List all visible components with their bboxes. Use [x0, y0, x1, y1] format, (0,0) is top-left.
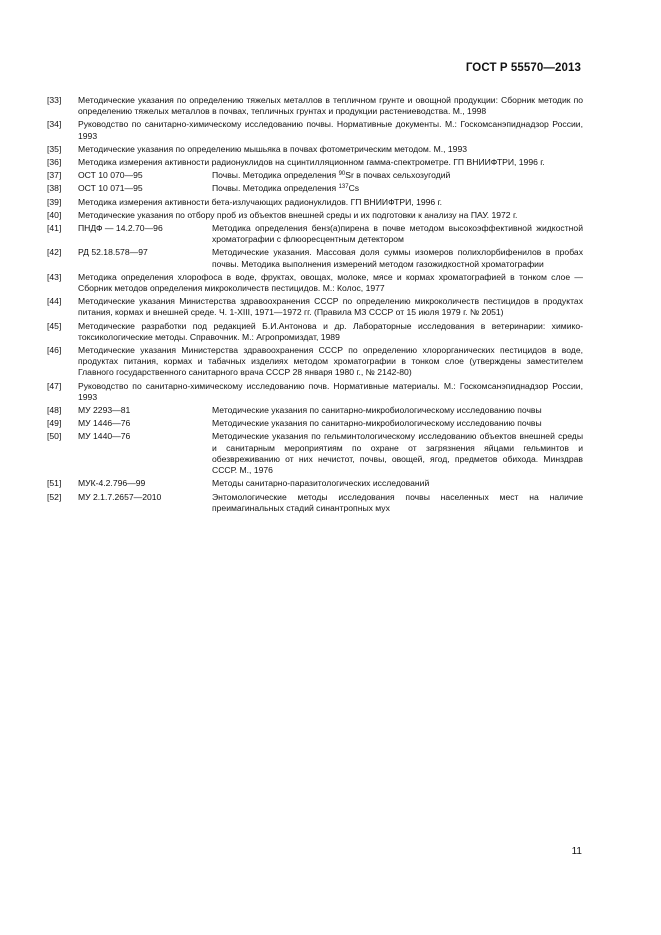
reference-item	[47, 345, 583, 379]
reference-item	[47, 170, 583, 181]
reference-text: Методические разработки под редакцией Б.И.Антонова и др. Лабораторные исследования в ветеринарии: химико-токсикологические методы. Справочник. М.: Агропромиздат, 1989	[78, 320, 583, 342]
reference-number: [39]	[47, 196, 62, 207]
reference-number: [52]	[47, 491, 62, 502]
reference-number: [36]	[47, 157, 62, 168]
isotope-mass-number: 137	[338, 184, 349, 191]
reference-body	[78, 418, 583, 429]
reference-number: [40]	[47, 209, 62, 220]
reference-text: Методика измерения активности радионуклидов на сцинтилляционном гамма-спектрометре. ГП ВНИИФТРИ, 1996 г.	[78, 157, 545, 168]
reference-item	[47, 478, 583, 489]
reference-list	[47, 95, 583, 516]
reference-text: Руководство по санитарно-химическому исследованию почв. Нормативные материалы. М.: Госкомсанэпиднадзор России, 1993	[78, 380, 583, 402]
reference-code: МУ 2293—81	[78, 405, 131, 416]
reference-text: Методические указания по определению мышьяка в почвах фотометрическим методом. М., 1993	[78, 143, 468, 154]
description-text: Sr в почвах сельхозугодий	[345, 170, 451, 181]
reference-number: [50]	[47, 431, 62, 442]
reference-code: МУ 1440—76	[78, 431, 131, 442]
reference-item	[47, 321, 583, 343]
reference-description: Методические указания по гельминтологическому исследованию объектов внешней среды и санитарным мероприятиям по охране от загрязнения яйцами гельминтов и обезвреживанию от них нечистот, почвы, овощей, ягод, предметов обихода. Минздрав СССР. М., 1976	[212, 431, 583, 476]
reference-code: МУ 1446—76	[78, 418, 131, 429]
reference-number: [46]	[47, 345, 62, 356]
reference-description: Методы санитарно-паразитологических исследований	[212, 478, 430, 489]
reference-body	[78, 183, 583, 194]
reference-number: [44]	[47, 296, 62, 307]
reference-number: [35]	[47, 143, 62, 154]
reference-body	[78, 223, 583, 245]
reference-item	[47, 223, 583, 245]
reference-number: [42]	[47, 247, 62, 258]
reference-text: Методика определения хлорофоса в воде, фруктах, овощах, молоке, мясе и кормах хроматографией в тонком слое — Сборник методов определения микроколичеств пестицидов. М.: Колос, 1977	[78, 271, 583, 294]
reference-item	[47, 381, 583, 403]
reference-description	[212, 170, 583, 181]
reference-text: Методические указания по отбору проб из объектов внешней среды и их подготовки к анализу на ПАУ. 1972 г.	[78, 209, 518, 220]
reference-item	[47, 492, 583, 514]
reference-description: Методические указания. Массовая доля суммы изомеров полихлорбифенилов в пробах почвы. Методика выполнения измерений методом газожидкостной хроматографии	[212, 247, 583, 269]
reference-body	[78, 405, 583, 416]
reference-number: [38]	[47, 183, 62, 194]
reference-number: [41]	[47, 223, 62, 234]
reference-item	[47, 210, 583, 221]
document-standard-header: ГОСТ Р 55570—2013	[465, 62, 581, 74]
reference-number: [34]	[47, 119, 62, 130]
reference-text: Методические указания по определению тяжелых металлов в тепличном грунте и овощной продукции: Сборник методик по определению тяжелых металлов в почвах, тепличных грунтах и продукции растениеводства. М., 1998	[78, 95, 583, 117]
reference-code: ОСТ 10 071—95	[78, 183, 143, 194]
description-text: Cs	[348, 183, 360, 194]
reference-code: МУ 2.1.7.2657—2010	[78, 491, 162, 502]
reference-item	[47, 119, 583, 141]
isotope-mass-number: 90	[338, 171, 346, 178]
reference-number: [43]	[47, 271, 62, 282]
reference-code: ПНДФ — 14.2.70—96	[78, 223, 163, 234]
reference-number: [37]	[47, 170, 62, 181]
reference-item	[47, 197, 583, 208]
reference-item	[47, 183, 583, 194]
reference-number: [33]	[47, 95, 62, 105]
reference-text: Руководство по санитарно-химическому исследованию почвы. Нормативные документы. М.: Госкомсанэпиднадзор России, 1993	[78, 119, 583, 141]
reference-description: Методика определения бенз(а)пирена в почве методом высокоэффективной жидкостной хроматографии с флюоресцентным детектором	[212, 223, 583, 245]
reference-text: Методические указания Министерства здравоохранения СССР по определению микроколичеств пестицидов в продуктах питания, кормах и внешней среде. Ч. 1-XIII, 1971—1972 гг. (Правила МЗ СССР от 15 июля 1979 г. № 2051)	[78, 296, 583, 318]
reference-description: Методические указания по санитарно-микробиологическому исследованию почвы	[212, 405, 542, 416]
reference-item	[47, 296, 583, 318]
reference-item	[47, 95, 583, 117]
reference-code: МУК-4.2.796—99	[78, 478, 146, 489]
reference-number: [47]	[47, 380, 62, 391]
description-text: Почвы. Методика определения	[212, 170, 339, 181]
reference-item	[47, 144, 583, 155]
reference-description: Методические указания по санитарно-микробиологическому исследованию почвы	[212, 418, 542, 429]
reference-code: ОСТ 10 070—95	[78, 170, 143, 181]
reference-item	[47, 272, 583, 294]
reference-body	[78, 492, 583, 514]
reference-body	[78, 170, 583, 181]
reference-number: [45]	[47, 320, 62, 331]
reference-description	[212, 183, 583, 194]
reference-body	[78, 247, 583, 269]
reference-body	[78, 478, 583, 489]
reference-description: Энтомологические методы исследования почвы населенных мест на наличие преимагинальных стадий синантропных мух	[212, 491, 583, 513]
reference-text: Методические указания Министерства здравоохранения СССР по определению хлорорганических пестицидов в воде, продуктах питания, кормах и табачных изделиях методом хроматографии в тонком слое (утверждены заместителем Главного государственного санитарного врача СССР 28 января 1980 г., № 2142-80)	[78, 345, 583, 378]
reference-item	[47, 247, 583, 269]
reference-code: РД 52.18.578—97	[78, 247, 148, 258]
reference-text: Методика измерения активности бета-излучающих радионуклидов. ГП ВНИИФТРИ, 1996 г.	[78, 196, 443, 207]
reference-number: [49]	[47, 418, 62, 429]
reference-item	[47, 418, 583, 429]
page-number: 11	[571, 846, 582, 857]
reference-item	[47, 431, 583, 476]
reference-item	[47, 405, 583, 416]
reference-number: [48]	[47, 405, 62, 416]
reference-number: [51]	[47, 478, 62, 489]
reference-item	[47, 157, 583, 168]
description-text: Почвы. Методика определения	[212, 183, 339, 194]
reference-body	[78, 431, 583, 476]
